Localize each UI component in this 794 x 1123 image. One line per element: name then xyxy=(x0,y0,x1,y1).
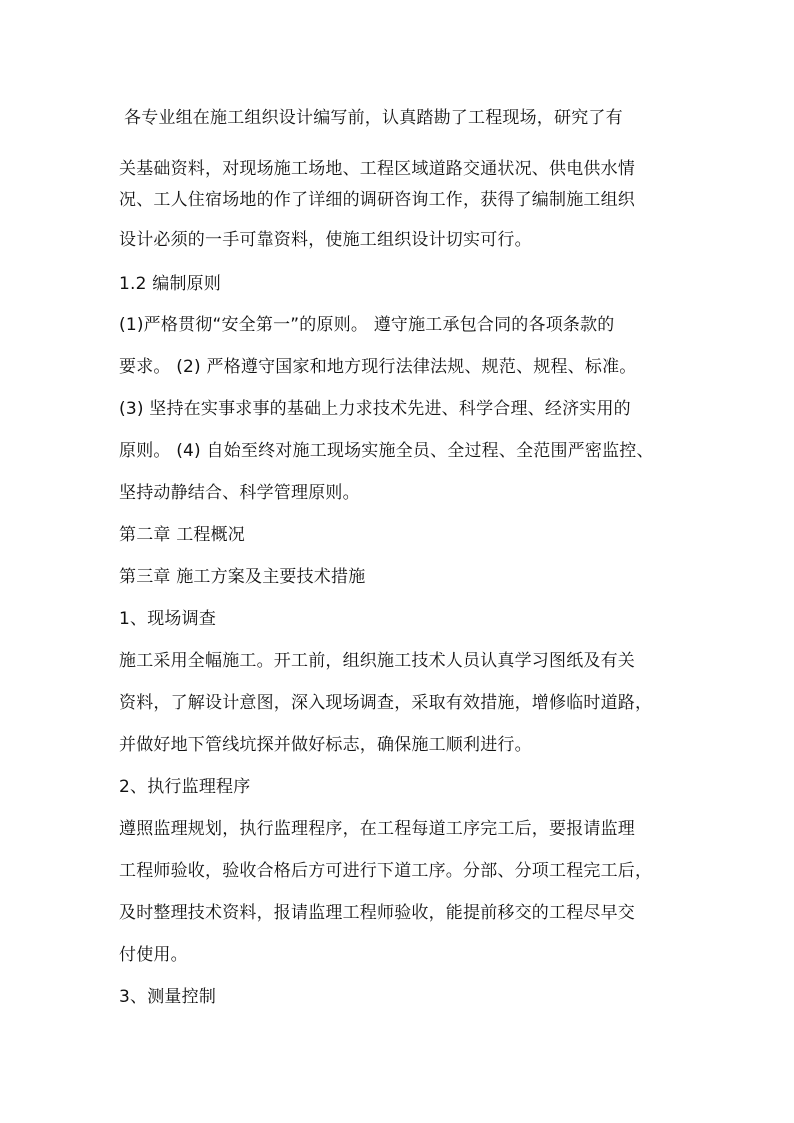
paragraph-line: 付使用。 xyxy=(119,945,188,965)
paragraph-line: 及时整理技术资料，报请监理工程师验收，能提前移交的工程尽早交 xyxy=(119,903,635,923)
paragraph-line: 并做好地下管线坑探并做好标志，确保施工顺利进行。 xyxy=(119,735,532,755)
paragraph-line: 施工采用全幅施工。开工前，组织施工技术人员认真学习图纸及有关 xyxy=(119,651,635,671)
item-heading: 3、测量控制 xyxy=(119,987,217,1007)
chapter-heading: 第二章 工程概况 xyxy=(119,525,246,545)
paragraph-line: 原则。 (4) 自始至终对施工现场实施全员、全过程、全范围严密监控、 xyxy=(119,441,654,461)
paragraph-line: 设计必须的一手可靠资料，使施工组织设计切实可行。 xyxy=(119,230,532,250)
paragraph-line: 坚持动静结合、科学管理原则。 xyxy=(119,483,360,503)
paragraph-line: (1)严格贯彻“安全第一”的原则。 遵守施工承包合同的各项条款的 xyxy=(119,315,615,335)
paragraph-line: 资料，了解设计意图，深入现场调查，采取有效措施，增修临时道路， xyxy=(119,693,653,713)
chapter-heading: 第三章 施工方案及主要技术措施 xyxy=(119,567,366,587)
item-heading: 1、现场调查 xyxy=(119,609,217,629)
paragraph-line: 况、工人住宿场地的作了详细的调研咨询工作，获得了编制施工组织 xyxy=(119,190,635,210)
section-heading: 1.2 编制原则 xyxy=(119,274,222,294)
paragraph-line: 工程师验收，验收合格后方可进行下道工序。分部、分项工程完工后， xyxy=(119,861,653,881)
paragraph-line: 要求。 (2) 严格遵守国家和地方现行法律法规、规范、规程、标准。 xyxy=(119,357,637,377)
paragraph-line: 各专业组在施工组织设计编写前，认真踏勘了工程现场，研究了有 xyxy=(124,108,623,128)
paragraph-line: 关基础资料，对现场施工场地、工程区域道路交通状况、供电供水情 xyxy=(119,159,635,179)
paragraph-line: (3) 坚持在实事求事的基础上力求技术先进、科学合理、经济实用的 xyxy=(119,399,631,419)
paragraph-line: 遵照监理规划，执行监理程序，在工程每道工序完工后，要报请监理 xyxy=(119,819,635,839)
item-heading: 2、执行监理程序 xyxy=(119,777,251,797)
